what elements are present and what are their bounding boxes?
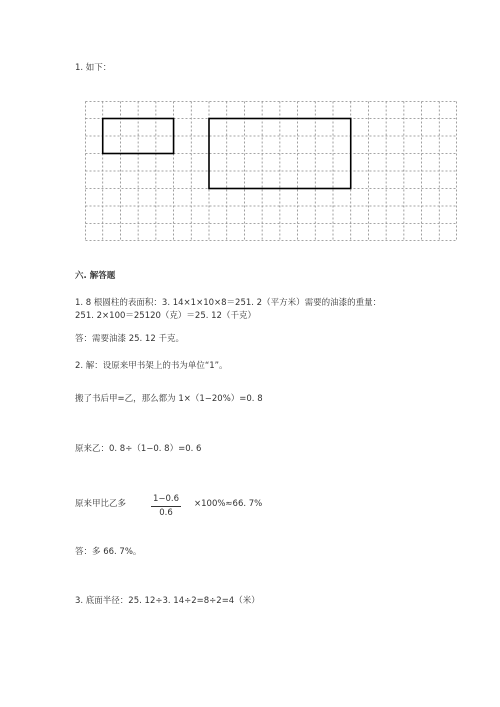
grid-figure: [85, 101, 457, 241]
q1-line2: 251. 2×100＝25120（克）＝25. 12（千克）: [75, 311, 256, 321]
fraction: [150, 494, 182, 518]
section-six-heading: 六. 解答题: [75, 271, 116, 281]
q1-line1: 1. 8 根圆柱的表面积：3. 14×1×10×8＝251. 2（平方米）需要的油漆的重量：: [75, 298, 382, 308]
fraction-denominator: 0.6: [159, 508, 173, 518]
grid-svg: [85, 101, 457, 241]
fraction-bar: [151, 506, 181, 507]
q2-step3-prefix: 原来甲比乙多: [75, 499, 127, 509]
q3-line1: 3. 底面半径：25. 12÷3. 14÷2=8÷2=4（米）: [75, 596, 260, 606]
q1-answer: 答：需要油漆 25. 12 千克。: [75, 334, 184, 344]
q2-step3-suffix: ×100%≈66. 7%: [194, 499, 263, 509]
q2-step2: 原来乙：0. 8÷（1−0. 8）=0. 6: [75, 444, 202, 454]
q2-intro: 2. 解：设原来甲书架上的书为单位“1”。: [75, 361, 228, 371]
q2-step1: 搬了书后甲=乙，那么都为 1×（1−20%）=0. 8: [75, 394, 263, 404]
fraction-numerator: 1−0.6: [152, 494, 180, 504]
q2-answer: 答：多 66. 7%。: [75, 547, 142, 557]
item-1-label: 1. 如下：: [75, 63, 112, 73]
